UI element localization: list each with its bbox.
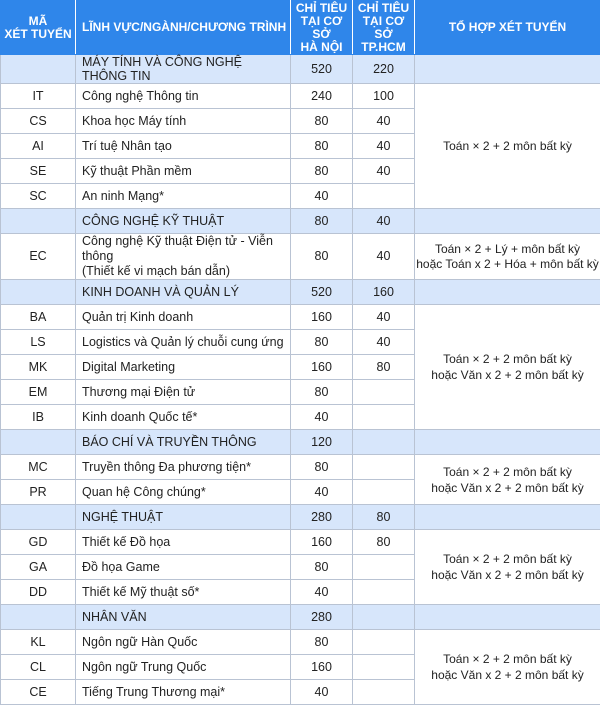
category-code-cell [1,280,76,305]
program-code: CE [1,680,76,705]
program-name-line: Công nghệ Kỹ thuật Điện tử - Viễn thông [82,234,273,263]
program-name [76,380,291,405]
program-code: GA [1,555,76,580]
program-name-line: Ngôn ngữ Hàn Quốc [82,635,197,649]
program-hanoi-quota: 160 [291,355,353,380]
header-code-line: XÉT TUYỂN [1,28,75,41]
header-combo: TỔ HỢP XÉT TUYỂN [415,1,600,55]
program-hcm-quota [353,480,415,505]
category-code-cell [1,605,76,630]
program-name-line: Quản trị Kinh doanh [82,310,193,324]
category-code-cell [1,430,76,455]
program-name [76,134,291,159]
program-name [76,680,291,705]
program-hcm-quota: 40 [353,159,415,184]
category-row [1,430,600,455]
combo-line: Toán × 2 + 2 môn bất kỳ [415,138,600,154]
program-hanoi-quota: 40 [291,405,353,430]
program-hanoi-quota: 40 [291,184,353,209]
category-hanoi-quota: 520 [291,280,353,305]
header-hanoi-line: HÀ NỘI [291,41,352,54]
program-row [1,530,600,555]
combo-line: Toán × 2 + 2 môn bất kỳ [415,551,600,567]
combo-line: hoặc Văn x 2 + 2 môn bất kỳ [415,367,600,383]
program-hanoi-quota: 40 [291,580,353,605]
program-name-line: (Thiết kế vi mạch bán dẫn) [82,264,290,279]
program-hanoi-quota: 80 [291,630,353,655]
program-name [76,305,291,330]
program-name-line: Thương mại Điện tử [82,385,195,399]
combo-cell [415,234,600,280]
category-row [1,505,600,530]
program-hcm-quota [353,655,415,680]
category-hcm-quota: 220 [353,55,415,84]
category-name: NHÂN VĂN [76,605,291,630]
program-name-line: Thiết kế Đồ họa [82,535,170,549]
program-name-line: Tiếng Trung Thương mại* [82,685,225,699]
table-body [1,55,600,705]
category-hcm-quota: 80 [353,505,415,530]
program-name-line: Đồ họa Game [82,560,160,574]
program-name-line: Kinh doanh Quốc tế* [82,410,197,424]
program-hanoi-quota: 160 [291,305,353,330]
program-hanoi-quota: 80 [291,330,353,355]
category-row [1,280,600,305]
program-name [76,555,291,580]
category-hcm-quota [353,430,415,455]
program-hanoi-quota: 160 [291,530,353,555]
program-hanoi-quota: 240 [291,84,353,109]
header-hcm [353,1,415,55]
program-row [1,455,600,480]
header-field: LĨNH VỰC/NGÀNH/CHƯƠNG TRÌNH [76,1,291,55]
header-hanoi-line: CHỈ TIÊU [291,2,352,15]
program-code: GD [1,530,76,555]
category-hanoi-quota: 280 [291,605,353,630]
program-hcm-quota [353,555,415,580]
program-code: DD [1,580,76,605]
category-name: MÁY TÍNH VÀ CÔNG NGHỆ THÔNG TIN [76,55,291,84]
program-code: KL [1,630,76,655]
program-name [76,234,291,280]
program-name [76,159,291,184]
program-hcm-quota [353,580,415,605]
program-hanoi-quota: 80 [291,455,353,480]
program-hcm-quota [353,380,415,405]
program-name-line: Digital Marketing [82,360,175,374]
combo-line: hoặc Văn x 2 + 2 môn bất kỳ [415,567,600,583]
combo-line: Toán × 2 + Lý + môn bất kỳ [415,242,600,257]
category-name: BÁO CHÍ VÀ TRUYỀN THÔNG [76,430,291,455]
program-code: CS [1,109,76,134]
program-name [76,330,291,355]
header-code-line: MÃ [1,15,75,28]
program-name-line: Logistics và Quản lý chuỗi cung ứng [82,335,284,349]
program-code: IT [1,84,76,109]
program-name [76,355,291,380]
program-code: MC [1,455,76,480]
program-name [76,405,291,430]
category-combo-cell [415,605,600,630]
program-name [76,530,291,555]
program-row [1,84,600,109]
program-hanoi-quota: 80 [291,234,353,280]
program-hanoi-quota: 160 [291,655,353,680]
category-hanoi-quota: 120 [291,430,353,455]
category-hcm-quota [353,605,415,630]
header-hcm-line: TP.HCM [353,41,414,54]
program-hcm-quota: 100 [353,84,415,109]
combo-cell [415,305,600,430]
program-name-line: Ngôn ngữ Trung Quốc [82,660,206,674]
combo-line: hoặc Toán x 2 + Hóa + môn bất kỳ [415,257,600,272]
combo-line: Toán × 2 + 2 môn bất kỳ [415,464,600,480]
table-header-row [1,1,600,55]
program-code: PR [1,480,76,505]
category-hanoi-quota: 520 [291,55,353,84]
category-hanoi-quota: 80 [291,209,353,234]
program-hcm-quota [353,405,415,430]
category-combo-cell [415,55,600,84]
program-code: BA [1,305,76,330]
category-row [1,605,600,630]
program-name-line: Truyền thông Đa phương tiện* [82,460,251,474]
category-row [1,55,600,84]
program-name-line: Thiết kế Mỹ thuật số* [82,585,199,599]
category-name: CÔNG NGHỆ KỸ THUẬT [76,209,291,234]
header-hcm-line: CHỈ TIÊU [353,2,414,15]
category-hcm-quota: 160 [353,280,415,305]
category-name: KINH DOANH VÀ QUẢN LÝ [76,280,291,305]
program-name-line: Kỹ thuật Phần mềm [82,164,192,178]
program-name [76,455,291,480]
category-combo-cell [415,280,600,305]
program-hanoi-quota: 40 [291,680,353,705]
program-code: MK [1,355,76,380]
program-hanoi-quota: 40 [291,480,353,505]
category-row [1,209,600,234]
program-row [1,630,600,655]
program-hcm-quota [353,630,415,655]
program-hanoi-quota: 80 [291,555,353,580]
category-hcm-quota: 40 [353,209,415,234]
combo-line: hoặc Văn x 2 + 2 môn bất kỳ [415,667,600,683]
program-name [76,580,291,605]
category-combo-cell [415,209,600,234]
program-hanoi-quota: 80 [291,109,353,134]
category-name: NGHỆ THUẬT [76,505,291,530]
combo-line: Toán × 2 + 2 môn bất kỳ [415,651,600,667]
program-hcm-quota [353,680,415,705]
program-code: CL [1,655,76,680]
program-hcm-quota: 40 [353,330,415,355]
program-hanoi-quota: 80 [291,134,353,159]
program-code: EC [1,234,76,280]
program-hcm-quota: 40 [353,109,415,134]
program-name [76,109,291,134]
program-hcm-quota: 40 [353,234,415,280]
program-row [1,234,600,280]
program-hcm-quota [353,455,415,480]
category-code-cell [1,55,76,84]
program-name-line: Công nghệ Thông tin [82,89,199,103]
header-hanoi-line: TẠI CƠ SỞ [291,15,352,41]
program-code: SE [1,159,76,184]
program-hcm-quota: 40 [353,305,415,330]
combo-line: hoặc Văn x 2 + 2 môn bất kỳ [415,480,600,496]
combo-cell [415,455,600,505]
header-hcm-line: TẠI CƠ SỞ [353,15,414,41]
program-name [76,630,291,655]
program-name [76,84,291,109]
program-code: SC [1,184,76,209]
program-code: LS [1,330,76,355]
combo-cell [415,530,600,605]
header-hanoi [291,1,353,55]
category-combo-cell [415,430,600,455]
program-name [76,184,291,209]
program-name-line: Khoa học Máy tính [82,114,186,128]
category-code-cell [1,209,76,234]
program-hcm-quota [353,184,415,209]
program-hcm-quota: 80 [353,530,415,555]
program-code: EM [1,380,76,405]
program-code: IB [1,405,76,430]
program-hanoi-quota: 80 [291,159,353,184]
combo-cell [415,630,600,705]
program-name-line: Trí tuệ Nhân tạo [82,139,172,153]
program-code: AI [1,134,76,159]
program-row [1,305,600,330]
program-hcm-quota: 80 [353,355,415,380]
program-name-line: Quan hệ Công chúng* [82,485,206,499]
program-name-line: An ninh Mạng* [82,189,164,203]
program-name [76,480,291,505]
program-hanoi-quota: 80 [291,380,353,405]
category-combo-cell [415,505,600,530]
header-code [1,1,76,55]
combo-cell [415,84,600,209]
program-name [76,655,291,680]
program-hcm-quota: 40 [353,134,415,159]
category-code-cell [1,505,76,530]
combo-line: Toán × 2 + 2 môn bất kỳ [415,351,600,367]
category-hanoi-quota: 280 [291,505,353,530]
